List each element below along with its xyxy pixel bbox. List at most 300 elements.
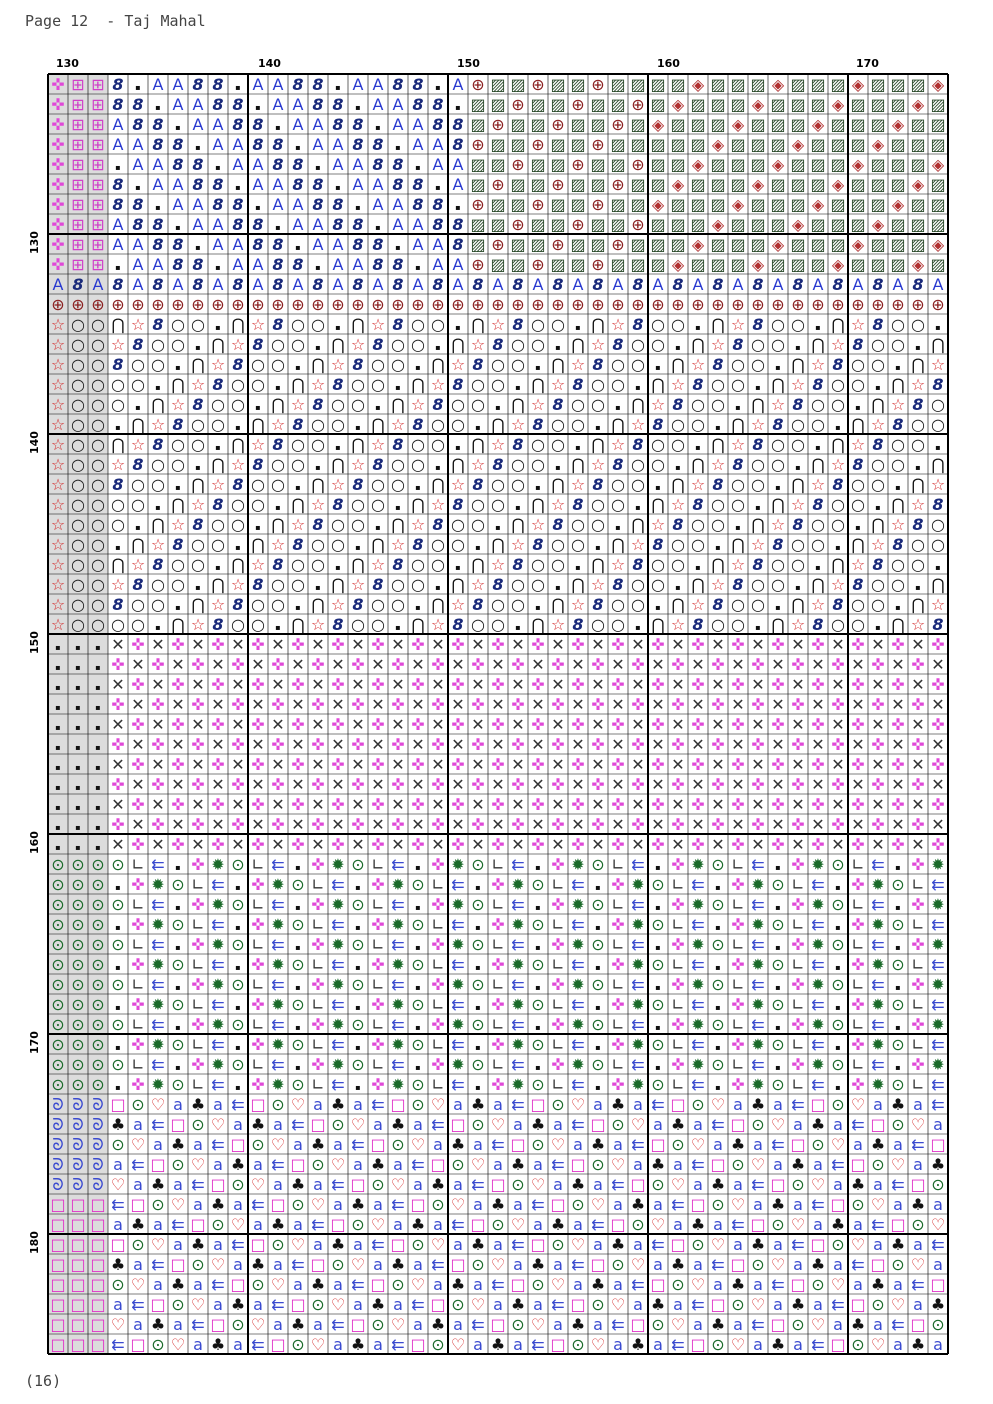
arrow-stitch-symbol: ⇇ [691,955,705,974]
dot-stitch-symbol: ▪ [235,183,241,192]
a-stitch-symbol: a [593,1095,603,1114]
a-stitch-symbol: a [373,1115,383,1134]
cross-stitch-symbol: ✜ [311,1055,325,1074]
dot-stitch-symbol: ▪ [275,503,281,512]
star-stitch-symbol: ☆ [130,315,146,334]
xmark-stitch-symbol: ✕ [831,755,845,774]
trefoil-stitch-symbol: ♣ [250,1255,266,1274]
A-stitch-symbol: A [272,75,284,94]
sun-stitch-symbol: ✹ [151,955,165,974]
a-stitch-symbol: a [373,1335,383,1354]
boxplus-stitch-symbol: ⊞ [91,135,105,154]
dot-stitch-symbol: ▪ [55,703,61,712]
circplus-stitch-symbol: ⊕ [711,295,725,314]
circplus-stitch-symbol: ⊕ [471,195,485,214]
L-stitch-symbol: ∟ [131,1055,145,1074]
dot-stitch-symbol: ▪ [795,583,801,592]
arrow-stitch-symbol: ⇇ [271,1055,285,1074]
sun-stitch-symbol: ✹ [451,1015,465,1034]
cross-stitch-symbol: ✜ [911,1015,925,1034]
cross-stitch-symbol: ✜ [531,795,545,814]
circle-stitch-symbol: ○ [351,375,365,394]
arrow-stitch-symbol: ⇇ [511,1055,525,1074]
boxplus-stitch-symbol: ⊞ [71,175,85,194]
dot-stitch-symbol: ▪ [115,963,121,972]
arrow-stitch-symbol: ⇇ [331,915,345,934]
trefoil-stitch-symbol: ♣ [890,1095,906,1114]
trefoil-stitch-symbol: ♣ [470,1095,486,1114]
b8-stitch-symbol: 8 [452,135,464,154]
star-stitch-symbol: ☆ [190,495,206,514]
circle-stitch-symbol: ○ [711,615,725,634]
circle-stitch-symbol: ○ [131,375,145,394]
target-stitch-symbol: ⊙ [351,935,365,954]
A-stitch-symbol: A [392,215,404,234]
xmark-stitch-symbol: ✕ [731,735,745,754]
hatch-stitch-symbol: ▨ [510,235,526,254]
cross-stitch-symbol: ✜ [191,1055,205,1074]
sun-stitch-symbol: ✹ [211,895,225,914]
star-stitch-symbol: ☆ [790,615,806,634]
a-stitch-symbol: a [353,1235,363,1254]
a-stitch-symbol: a [753,1195,763,1214]
circle-stitch-symbol: ○ [391,475,405,494]
cross-stitch-symbol: ✜ [671,655,685,674]
target-stitch-symbol: ⊙ [711,1055,725,1074]
cross-stitch-symbol: ✜ [731,1075,745,1094]
a-stitch-symbol: a [893,1195,903,1214]
target-stitch-symbol: ⊙ [91,875,105,894]
cross-stitch-symbol: ✜ [131,1035,145,1054]
circle-stitch-symbol: ○ [531,335,545,354]
a-stitch-symbol: a [153,1135,163,1154]
a-stitch-symbol: a [873,1315,883,1334]
dot-stitch-symbol: ▪ [475,883,481,892]
arch-stitch-symbol: ⋂ [651,375,665,394]
circplus-stitch-symbol: ⊕ [491,295,505,314]
b8-stitch-symbol: 8 [632,315,644,334]
target-stitch-symbol: ⊙ [831,935,845,954]
target-stitch-symbol: ⊙ [831,1055,845,1074]
heart-stitch-symbol: ♡ [890,1295,906,1314]
b8-stitch-symbol: 8 [432,395,444,414]
arch-stitch-symbol: ⋂ [431,475,445,494]
circle-stitch-symbol: ○ [391,455,405,474]
cross-stitch-symbol: ✜ [771,795,785,814]
cross-stitch-symbol: ✜ [451,635,465,654]
circplus-stitch-symbol: ⊕ [591,75,605,94]
circle-stitch-symbol: ○ [751,475,765,494]
target-stitch-symbol: ⊙ [171,875,185,894]
circle-stitch-symbol: ○ [731,375,745,394]
cross-stitch-symbol: ✜ [151,695,165,714]
circle-stitch-symbol: ○ [911,435,925,454]
a-stitch-symbol: a [133,1175,143,1194]
L-stitch-symbol: ∟ [371,935,385,954]
target-stitch-symbol: ⊙ [231,1055,245,1074]
xmark-stitch-symbol: ✕ [511,635,525,654]
xmark-stitch-symbol: ✕ [851,655,865,674]
circle-stitch-symbol: ○ [391,575,405,594]
circplus-stitch-symbol: ⊕ [611,115,625,134]
arrow-stitch-symbol: ⇇ [451,955,465,974]
square-stitch-symbol: □ [150,1155,166,1174]
circle-stitch-symbol: ○ [931,535,945,554]
hatch-stitch-symbol: ▨ [650,175,666,194]
cross-stitch-symbol: ✜ [351,655,365,674]
xmark-stitch-symbol: ✕ [891,695,905,714]
star-stitch-symbol: ☆ [290,395,306,414]
dot-stitch-symbol: ▪ [915,583,921,592]
circle-stitch-symbol: ○ [571,535,585,554]
hatch-stitch-symbol: ▨ [710,115,726,134]
circle-stitch-symbol: ○ [511,575,525,594]
hatch-stitch-symbol: ▨ [810,215,826,234]
xmark-stitch-symbol: ✕ [211,815,225,834]
arch-stitch-symbol: ⋂ [651,495,665,514]
cross-stitch-symbol: ✜ [791,895,805,914]
xmark-stitch-symbol: ✕ [751,755,765,774]
cross-stitch-symbol: ✜ [191,735,205,754]
arrow-stitch-symbol: ⇇ [111,1335,125,1354]
cross-stitch-symbol: ✜ [771,635,785,654]
arch-stitch-symbol: ⋂ [831,315,845,334]
target-stitch-symbol: ⊙ [851,1195,865,1214]
a-stitch-symbol: a [733,1095,743,1114]
cross-stitch-symbol: ✜ [871,815,885,834]
circle-stitch-symbol: ○ [271,595,285,614]
hatch-stitch-symbol: ▨ [810,135,826,154]
a-stitch-symbol: a [453,1235,463,1254]
arch-stitch-symbol: ⋂ [591,315,605,334]
b8-stitch-symbol: 8 [492,335,504,354]
circle-stitch-symbol: ○ [311,555,325,574]
column-label-130: 130 [56,57,79,70]
cross-stitch-symbol: ✜ [771,835,785,854]
circle-stitch-symbol: ○ [731,355,745,374]
target-stitch-symbol: ⊙ [651,1035,665,1054]
dot-stitch-symbol: ▪ [655,483,661,492]
page-number: (16) [25,1372,62,1390]
dot-stitch-symbol: ▪ [755,383,761,392]
star-stitch-symbol: ☆ [350,335,366,354]
diamond-stitch-symbol: ◈ [751,175,765,194]
star-stitch-symbol: ☆ [590,575,606,594]
dot-stitch-symbol: ▪ [715,543,721,552]
cross-stitch-symbol: ✜ [911,975,925,994]
a-stitch-symbol: a [253,1215,263,1234]
arrow-stitch-symbol: ⇇ [811,1035,825,1054]
cross-stitch-symbol: ✜ [851,635,865,654]
heart-stitch-symbol: ♡ [270,1275,286,1294]
hatch-stitch-symbol: ▨ [630,115,646,134]
arch-stitch-symbol: ⋂ [411,615,425,634]
circle-stitch-symbol: ○ [251,595,265,614]
b8-stitch-symbol: 8 [232,595,244,614]
xmark-stitch-symbol: ✕ [651,735,665,754]
b8-stitch-symbol: 8 [152,275,164,294]
spiral-stitch-symbol: ᘐ [52,1175,64,1194]
arch-stitch-symbol: ⋂ [791,475,805,494]
circplus-stitch-symbol: ⊕ [531,295,545,314]
arrow-stitch-symbol: ⇇ [231,1095,245,1114]
spiral-stitch-symbol: ᘐ [92,1155,104,1174]
target-stitch-symbol: ⊙ [811,1275,825,1294]
target-stitch-symbol: ⊙ [531,955,545,974]
dot-stitch-symbol: ▪ [675,343,681,352]
circle-stitch-symbol: ○ [71,495,85,514]
circplus-stitch-symbol: ⊕ [611,295,625,314]
xmark-stitch-symbol: ✕ [451,735,465,754]
target-stitch-symbol: ⊙ [351,1215,365,1234]
target-stitch-symbol: ⊙ [771,1035,785,1054]
cross-stitch-symbol: ✜ [711,735,725,754]
xmark-stitch-symbol: ✕ [871,795,885,814]
b8-stitch-symbol: 8 [932,615,944,634]
b8-stitch-symbol: 8 [832,595,844,614]
target-stitch-symbol: ⊙ [751,1255,765,1274]
cross-stitch-symbol: ✜ [691,635,705,654]
arrow-stitch-symbol: ⇇ [811,995,825,1014]
target-stitch-symbol: ⊙ [611,1255,625,1274]
b8-stitch-symbol: 8 [512,435,524,454]
trefoil-stitch-symbol: ♣ [350,1335,366,1354]
cross-stitch-symbol: ✜ [871,735,885,754]
arch-stitch-symbol: ⋂ [551,475,565,494]
star-stitch-symbol: ☆ [770,395,786,414]
star-stitch-symbol: ☆ [50,395,66,414]
dot-stitch-symbol: ▪ [475,1083,481,1092]
dot-stitch-symbol: ▪ [535,903,541,912]
xmark-stitch-symbol: ✕ [431,635,445,654]
cross-stitch-symbol: ✜ [851,675,865,694]
boxplus-stitch-symbol: ⊞ [91,115,105,134]
circplus-stitch-symbol: ⊕ [351,295,365,314]
star-stitch-symbol: ☆ [50,515,66,534]
L-stitch-symbol: ∟ [491,1055,505,1074]
cross-stitch-symbol: ✜ [851,955,865,974]
b8-stitch-symbol: 8 [912,275,924,294]
star-stitch-symbol: ☆ [930,595,946,614]
cross-stitch-symbol: ✜ [271,695,285,714]
square-stitch-symbol: □ [90,1235,106,1254]
star-stitch-symbol: ☆ [410,395,426,414]
circle-stitch-symbol: ○ [751,355,765,374]
circle-stitch-symbol: ○ [851,475,865,494]
circle-stitch-symbol: ○ [171,455,185,474]
b8-stitch-symbol: 8 [332,375,344,394]
circle-stitch-symbol: ○ [791,555,805,574]
cross-stitch-symbol: ✜ [731,675,745,694]
sun-stitch-symbol: ✹ [451,895,465,914]
square-stitch-symbol: □ [570,1295,586,1314]
cross-stitch-symbol: ✜ [351,815,365,834]
sun-stitch-symbol: ✹ [331,1015,345,1034]
boxplus-stitch-symbol: ⊞ [71,135,85,154]
b8-stitch-symbol: 8 [152,115,164,134]
diamond-stitch-symbol: ◈ [751,255,765,274]
star-stitch-symbol: ☆ [50,595,66,614]
dot-stitch-symbol: ▪ [315,263,321,272]
a-stitch-symbol: a [533,1155,543,1174]
cross-stitch-symbol: ✜ [371,715,385,734]
arch-stitch-symbol: ⋂ [211,575,225,594]
arch-stitch-symbol: ⋂ [351,555,365,574]
A-stitch-symbol: A [272,95,284,114]
cross-stitch-symbol: ✜ [231,815,245,834]
boxplus-stitch-symbol: ⊞ [91,255,105,274]
boxplus-stitch-symbol: ⊞ [71,235,85,254]
square-stitch-symbol: □ [50,1315,66,1334]
a-stitch-symbol: a [713,1275,723,1294]
cross-stitch-symbol: ✜ [371,835,385,854]
target-stitch-symbol: ⊙ [771,955,785,974]
cross-stitch-symbol: ✜ [431,735,445,754]
a-stitch-symbol: a [213,1235,223,1254]
dot-stitch-symbol: ▪ [355,543,361,552]
circle-stitch-symbol: ○ [631,595,645,614]
target-stitch-symbol: ⊙ [391,1275,405,1294]
a-stitch-symbol: a [473,1135,483,1154]
hatch-stitch-symbol: ▨ [670,215,686,234]
hatch-stitch-symbol: ▨ [530,155,546,174]
arrow-stitch-symbol: ⇇ [631,975,645,994]
hatch-stitch-symbol: ▨ [930,135,946,154]
dot-stitch-symbol: ▪ [335,83,341,92]
arrow-stitch-symbol: ⇇ [871,855,885,874]
star-stitch-symbol: ☆ [350,455,366,474]
hatch-stitch-symbol: ▨ [850,115,866,134]
star-stitch-symbol: ☆ [490,435,506,454]
arrow-stitch-symbol: ⇇ [431,1115,445,1134]
cross-stitch-symbol: ✜ [431,1015,445,1034]
heart-stitch-symbol: ♡ [350,1115,366,1134]
target-stitch-symbol: ⊙ [51,1055,65,1074]
b8-stitch-symbol: 8 [192,255,204,274]
cross-stitch-symbol: ✜ [251,875,265,894]
arrow-stitch-symbol: ⇇ [931,955,945,974]
circle-stitch-symbol: ○ [91,495,105,514]
L-stitch-symbol: ∟ [791,995,805,1014]
star-stitch-symbol: ☆ [50,575,66,594]
arrow-stitch-symbol: ⇇ [211,1135,225,1154]
a-stitch-symbol: a [613,1195,623,1214]
target-stitch-symbol: ⊙ [591,895,605,914]
b8-stitch-symbol: 8 [852,455,864,474]
trefoil-stitch-symbol: ♣ [170,1275,186,1294]
target-stitch-symbol: ⊙ [631,1215,645,1234]
arch-stitch-symbol: ⋂ [751,515,765,534]
hatch-stitch-symbol: ▨ [490,215,506,234]
L-stitch-symbol: ∟ [191,915,205,934]
A-stitch-symbol: A [132,155,144,174]
dot-stitch-symbol: ▪ [195,143,201,152]
dot-stitch-symbol: ▪ [775,1063,781,1072]
hatch-stitch-symbol: ▨ [910,195,926,214]
hatch-stitch-symbol: ▨ [930,195,946,214]
hatch-stitch-symbol: ▨ [850,175,866,194]
A-stitch-symbol: A [392,95,404,114]
dot-stitch-symbol: ▪ [435,343,441,352]
star-stitch-symbol: ☆ [790,495,806,514]
trefoil-stitch-symbol: ♣ [910,1335,926,1354]
target-stitch-symbol: ⊙ [591,1055,605,1074]
a-stitch-symbol: a [673,1155,683,1174]
hatch-stitch-symbol: ▨ [570,135,586,154]
dot-stitch-symbol: ▪ [535,983,541,992]
cross-stitch-symbol: ✜ [311,815,325,834]
target-stitch-symbol: ⊙ [471,1255,485,1274]
hatch-stitch-symbol: ▨ [570,235,586,254]
circle-stitch-symbol: ○ [91,515,105,534]
circle-stitch-symbol: ○ [371,615,385,634]
square-stitch-symbol: □ [70,1315,86,1334]
circle-stitch-symbol: ○ [771,455,785,474]
square-stitch-symbol: □ [410,1335,426,1354]
b8-stitch-symbol: 8 [432,115,444,134]
star-stitch-symbol: ☆ [750,535,766,554]
xmark-stitch-symbol: ✕ [611,815,625,834]
circle-stitch-symbol: ○ [91,355,105,374]
a-stitch-symbol: a [793,1335,803,1354]
square-stitch-symbol: □ [70,1195,86,1214]
target-stitch-symbol: ⊙ [931,1315,945,1334]
circle-stitch-symbol: ○ [311,435,325,454]
arch-stitch-symbol: ⋂ [811,575,825,594]
sun-stitch-symbol: ✹ [511,915,525,934]
arch-stitch-symbol: ⋂ [171,375,185,394]
target-stitch-symbol: ⊙ [831,895,845,914]
cross-stitch-symbol: ✜ [811,635,825,654]
a-stitch-symbol: a [473,1195,483,1214]
L-stitch-symbol: ∟ [911,995,925,1014]
xmark-stitch-symbol: ✕ [731,655,745,674]
L-stitch-symbol: ∟ [611,935,625,954]
hatch-stitch-symbol: ▨ [490,135,506,154]
arrow-stitch-symbol: ⇇ [271,935,285,954]
a-stitch-symbol: a [513,1255,523,1274]
a-stitch-symbol: a [233,1195,243,1214]
xmark-stitch-symbol: ✕ [551,835,565,854]
xmark-stitch-symbol: ✕ [151,795,165,814]
heart-stitch-symbol: ♡ [570,1235,586,1254]
xmark-stitch-symbol: ✕ [771,775,785,794]
a-stitch-symbol: a [433,1135,443,1154]
target-stitch-symbol: ⊙ [231,1015,245,1034]
a-stitch-symbol: a [293,1135,303,1154]
star-stitch-symbol: ☆ [530,515,546,534]
arch-stitch-symbol: ⋂ [891,495,905,514]
dot-stitch-symbol: ▪ [415,163,421,172]
star-stitch-symbol: ☆ [570,475,586,494]
b8-stitch-symbol: 8 [432,275,444,294]
target-stitch-symbol: ⊙ [711,895,725,914]
target-stitch-symbol: ⊙ [171,1295,185,1314]
arrow-stitch-symbol: ⇇ [891,1175,905,1194]
A-stitch-symbol: A [272,195,284,214]
xmark-stitch-symbol: ✕ [651,815,665,834]
square-stitch-symbol: □ [690,1335,706,1354]
dot-stitch-symbol: ▪ [355,963,361,972]
xmark-stitch-symbol: ✕ [711,715,725,734]
xmark-stitch-symbol: ✕ [191,675,205,694]
arch-stitch-symbol: ⋂ [771,615,785,634]
cross-stitch-symbol: ✜ [911,935,925,954]
circplus-stitch-symbol: ⊕ [511,95,525,114]
arrow-stitch-symbol: ⇇ [751,1055,765,1074]
a-stitch-symbol: a [493,1155,503,1174]
arrow-stitch-symbol: ⇇ [411,1295,425,1314]
